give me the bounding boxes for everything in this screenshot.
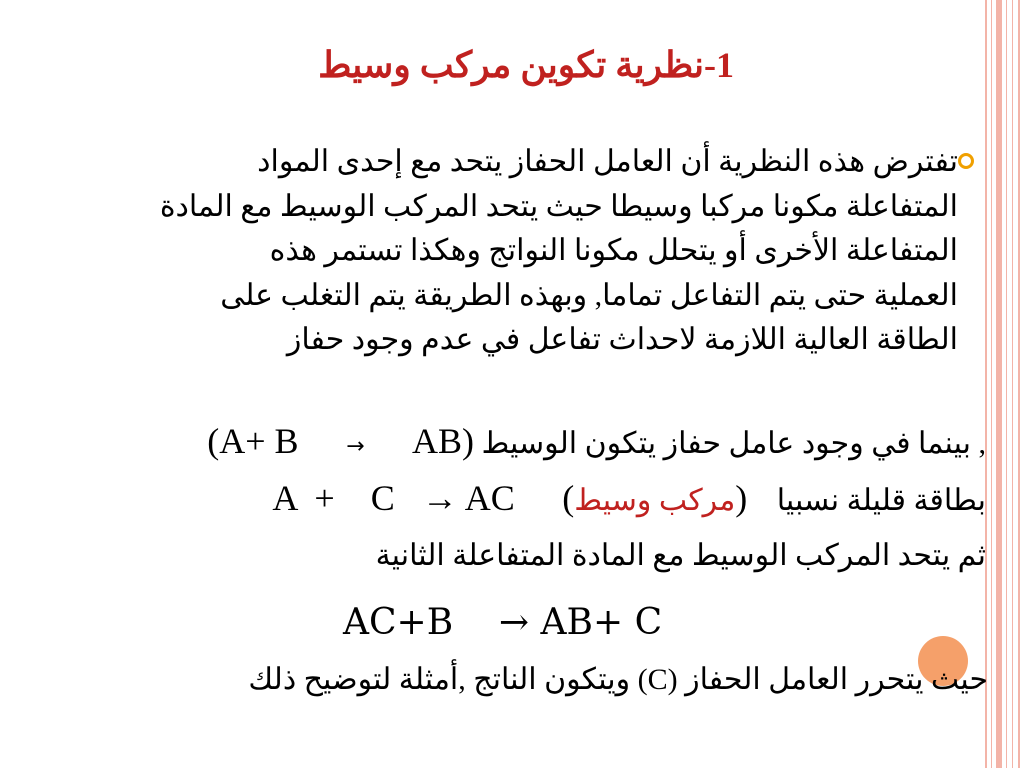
catalyst-release-text: حيث يتحرر العامل الحفاز (C) ويتكون الناتج ,أمثلة لتوضيح ذلك	[248, 663, 988, 696]
second-step-text: ثم يتحد المركب الوسيط مع المادة المتفاعلة الثانية	[375, 539, 986, 572]
right-border-stripe	[991, 0, 992, 768]
bullet-icon	[958, 153, 974, 169]
product-equation: AC+B → AB+ C	[343, 602, 663, 643]
right-border-stripe	[1012, 0, 1013, 768]
equation-left: (A+ B	[207, 421, 299, 461]
right-border-stripe	[985, 0, 987, 768]
theory-paragraph	[0, 140, 958, 363]
intermediate-equation: A + C → AC	[272, 478, 515, 518]
slide-title: 1-نظرية تكوين مركب وسيط	[318, 45, 734, 85]
uncatalyzed-equation-line	[207, 420, 986, 462]
right-border-stripe	[1018, 0, 1020, 768]
paren-close: )	[735, 478, 748, 518]
intermediate-compound-label: مركب وسيط	[574, 484, 736, 517]
paragraph-line: المتفاعلة مكونا مركبا وسيطا حيث يتحد المركب الوسيط مع المادة	[159, 189, 958, 223]
paren-open: (	[562, 478, 575, 518]
low-energy-text: بطاقة قليلة نسبيا	[776, 484, 986, 517]
paragraph-line: المتفاعلة الأخرى أو يتحلل مكونا النواتج وهكذا تستمر هذه	[269, 234, 958, 267]
right-border-stripe	[996, 0, 1002, 768]
paragraph-line: العملية حتى يتم التفاعل تماما, وبهذه الطريقة يتم التغلب على	[220, 278, 958, 312]
arrow-icon: →	[346, 434, 365, 459]
intermediate-equation-line	[272, 477, 986, 519]
equation-right: AB)	[412, 421, 474, 461]
paragraph-line: تفترض هذه النظرية أن العامل الحفاز يتحد مع إحدى المواد	[257, 145, 958, 178]
right-border-stripe	[1006, 0, 1007, 768]
paragraph-line: الطاقة العالية اللازمة لاحداث تفاعل في عدم وجود حفاز	[286, 323, 958, 356]
catalyst-text: , بينما في وجود عامل حفاز يتكون الوسيط	[481, 427, 986, 460]
